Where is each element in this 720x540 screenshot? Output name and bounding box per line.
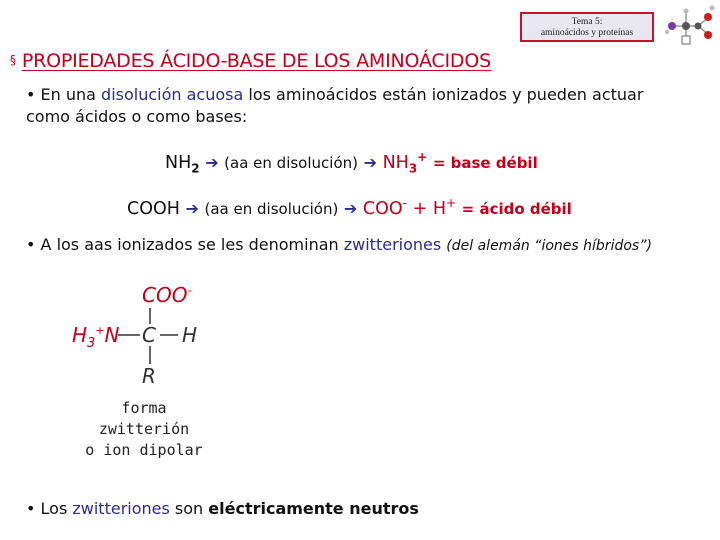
caption-line-2: o ion dipolar <box>85 441 203 459</box>
bullet: • <box>26 85 36 104</box>
topic-line-1: Tema 5: <box>571 17 603 27</box>
topic-line-2: aminoácidos y proteínas <box>540 28 634 38</box>
caption-line-1: forma zwitterión <box>98 399 190 438</box>
intro-post: los aminoácidos están ionizados y pueden actuar <box>243 85 644 104</box>
formula2-middle: (aa en disolución) <box>204 199 339 218</box>
intro-paragraph <box>26 84 696 128</box>
structure-caption <box>74 398 214 461</box>
formula-carboxyl <box>127 196 572 219</box>
bullet: • <box>26 499 36 518</box>
neutral-mid: son <box>169 499 209 518</box>
formula2-ion1: COO- <box>362 196 408 219</box>
bullet: • <box>26 235 36 254</box>
formula1-lhs-sub: 2 <box>191 161 200 176</box>
structure-top-group: COO- <box>142 283 192 307</box>
formula1-middle: (aa en disolución) <box>224 153 358 172</box>
zwitterion-structure <box>60 280 220 390</box>
formula2-result: = ácido débil <box>461 199 572 218</box>
zw-pre: A los aas ionizados se les denominan <box>40 235 344 254</box>
formula2-ion2: H+ <box>432 196 457 219</box>
formula2-lhs: COOH <box>127 198 180 219</box>
neutral-paragraph <box>26 498 696 520</box>
topic-box <box>520 12 654 42</box>
formula1-rhs: $NH_3^+$ <box>382 150 428 176</box>
right-arrow-icon: ➔ <box>185 198 199 218</box>
structure-bottom: R <box>142 364 156 388</box>
right-arrow-icon: ➔ <box>343 198 358 218</box>
zwitterion-paragraph <box>26 234 696 257</box>
title-text: PROPIEDADES ÁCIDO-BASE DE LOS AMINOÁCIDOS <box>21 50 491 72</box>
right-arrow-icon: ➔ <box>205 152 219 172</box>
section-title <box>10 50 710 72</box>
molecule-logo-icon <box>664 2 718 48</box>
highlight-zwitteriones: zwitteriones <box>343 235 442 254</box>
highlight-zwitteriones-2: zwitteriones <box>72 499 170 518</box>
intro-line-2: como ácidos o como bases: <box>26 107 248 126</box>
formula-amine <box>165 150 538 175</box>
title-bullet: § <box>10 53 16 67</box>
neutral-pre: Los <box>40 499 73 518</box>
neutral-bold: eléctricamente neutros <box>208 499 419 518</box>
formula2-plus: + <box>412 198 428 219</box>
formula1-result: = base débil <box>432 153 538 172</box>
right-arrow-icon: ➔ <box>363 152 377 172</box>
structure-left-group: $H_3^+N$ <box>72 323 120 351</box>
zw-note: (del alemán “iones híbridos”) <box>446 238 652 254</box>
highlight-disolucion: disolución acuosa <box>101 85 244 104</box>
formula1-lhs: NH <box>165 152 192 173</box>
structure-center: C <box>142 323 156 347</box>
intro-pre: En una <box>40 85 102 104</box>
structure-right: H <box>182 323 198 347</box>
